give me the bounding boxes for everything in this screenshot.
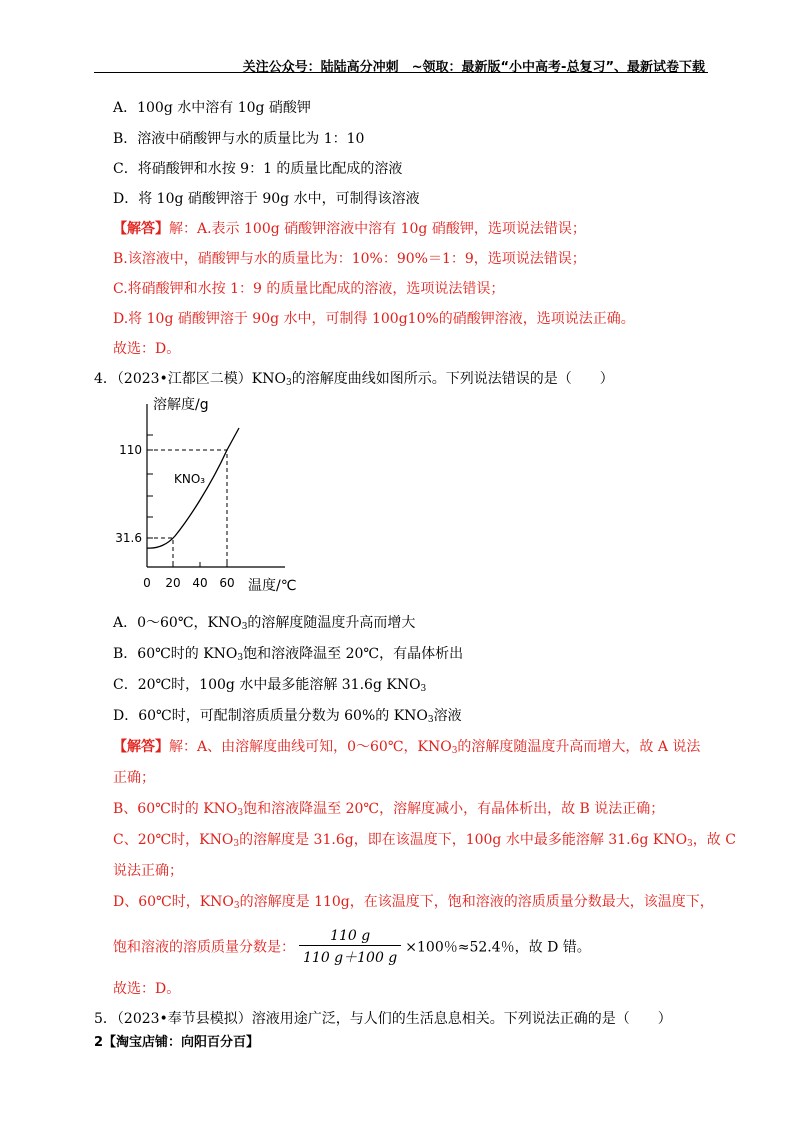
- x-axis-label: 温度/℃: [248, 578, 297, 594]
- y-tick-31-6: 31.6: [115, 531, 142, 545]
- q4-option-c: C．20℃时，100g 水中最多能溶解 31.6g $KNO_3$: [113, 677, 427, 694]
- q3-answer-line3: C.将硝酸钾和水按 1：9 的质量比配成的溶液，选项说法错误；: [113, 281, 505, 297]
- q4-answer-c-line2: 说法正确；: [113, 863, 183, 879]
- page-footer: 2【淘宝店铺：向阳百分百】: [94, 1035, 260, 1050]
- q5-stem: 5．（2023•奉节县模拟）溶液用途广泛，与人们的生活息息相关。下列说法正确的是（ ）: [94, 1011, 672, 1027]
- q4-answer-d-line2: 饱和溶液的溶质质量分数是： $\frac{110 g}{110 g+100 g}$ ×100％≈52.4％，故 D 错。: [113, 928, 591, 966]
- answer-tag: 【解答】: [113, 221, 169, 237]
- q3-answer-line4: D.将 10g 硝酸钾溶于 90g 水中，可制得 100g10%的硝酸钾溶液，选项说法正确。: [113, 311, 635, 327]
- q4-answer-d-line1: D、60℃时，$KNO_3$的溶解度是 110g，在该温度下，饱和溶液的溶质质量分数最大，该温度下，: [113, 894, 714, 911]
- q3-option-a: A．100g 水中溶有 10g 硝酸钾: [113, 100, 311, 116]
- x-tick-40: 40: [192, 576, 208, 590]
- q4-option-d: D．60℃时，可配制溶质质量分数为 60%的 $KNO_3$溶液: [113, 708, 462, 725]
- fraction: $\frac{110 g}{110 g+100 g}$: [299, 928, 401, 967]
- q4-option-b: B．60℃时的 $KNO_3$饱和溶液降温至 20℃，有晶体析出: [113, 646, 464, 663]
- x-tick-20: 20: [165, 576, 181, 590]
- q3-answer-choice: 故选：D。: [113, 341, 181, 357]
- q4-answer-c-line1: C、20℃时，$KNO_3$的溶解度是 31.6g，即在该温度下，100g 水中最多能溶解 31.6g $KNO_3$，故 C: [113, 832, 736, 849]
- kno3-curve: [147, 428, 239, 548]
- y-tick-110: 110: [119, 443, 142, 457]
- q4-option-a: A．0～60℃，$KNO_3$的溶解度随温度升高而增大: [113, 615, 416, 632]
- q4-answer-a-line2: 正确；: [113, 770, 155, 786]
- q3-option-b: B．溶液中硝酸钾与水的质量比为 1：10: [113, 131, 365, 147]
- solubility-chart: [115, 392, 300, 602]
- q3-option-c: C．将硝酸钾和水按 9：1 的质量比配成的溶液: [113, 161, 403, 177]
- q3-answer-line1: 【解答】解：A.表示 100g 硝酸钾溶液中溶有 10g 硝酸钾，选项说法错误；: [113, 221, 586, 237]
- header-divider: [94, 72, 708, 73]
- y-axis-label: 溶解度/g: [153, 397, 209, 413]
- curve-label: KNO₃: [174, 472, 206, 486]
- x-tick-0: 0: [143, 576, 151, 590]
- guide-110: [147, 450, 227, 567]
- x-tick-60: 60: [219, 576, 235, 590]
- answer-tag: 【解答】: [113, 739, 169, 755]
- page-header: 关注公众号：陆陆高分冲刺 ~领取：最新版“小中高考-总复习”、最新试卷下载: [242, 60, 705, 75]
- q3-option-d: D．将 10g 硝酸钾溶于 90g 水中，可制得该溶液: [113, 191, 420, 207]
- q3-answer-line2: B.该溶液中，硝酸钾与水的质量比为：10%：90%＝1：9，选项说法错误；: [113, 251, 586, 267]
- q4-stem: 4．（2023•江都区二模）$KNO_3$的溶解度曲线如图所示。下列说法错误的是（ ）: [94, 371, 614, 388]
- q4-answer-choice: 故选：D。: [113, 981, 181, 997]
- q4-answer-b: B、60℃时的 $KNO_3$饱和溶液降温至 20℃，溶解度减小，有晶体析出，故 B 说法正确；: [113, 801, 665, 818]
- q4-answer-a-line1: 【解答】解：A、由溶解度曲线可知，0～60℃，$KNO_3$的溶解度随温度升高而增大，故 A 说法: [113, 739, 701, 756]
